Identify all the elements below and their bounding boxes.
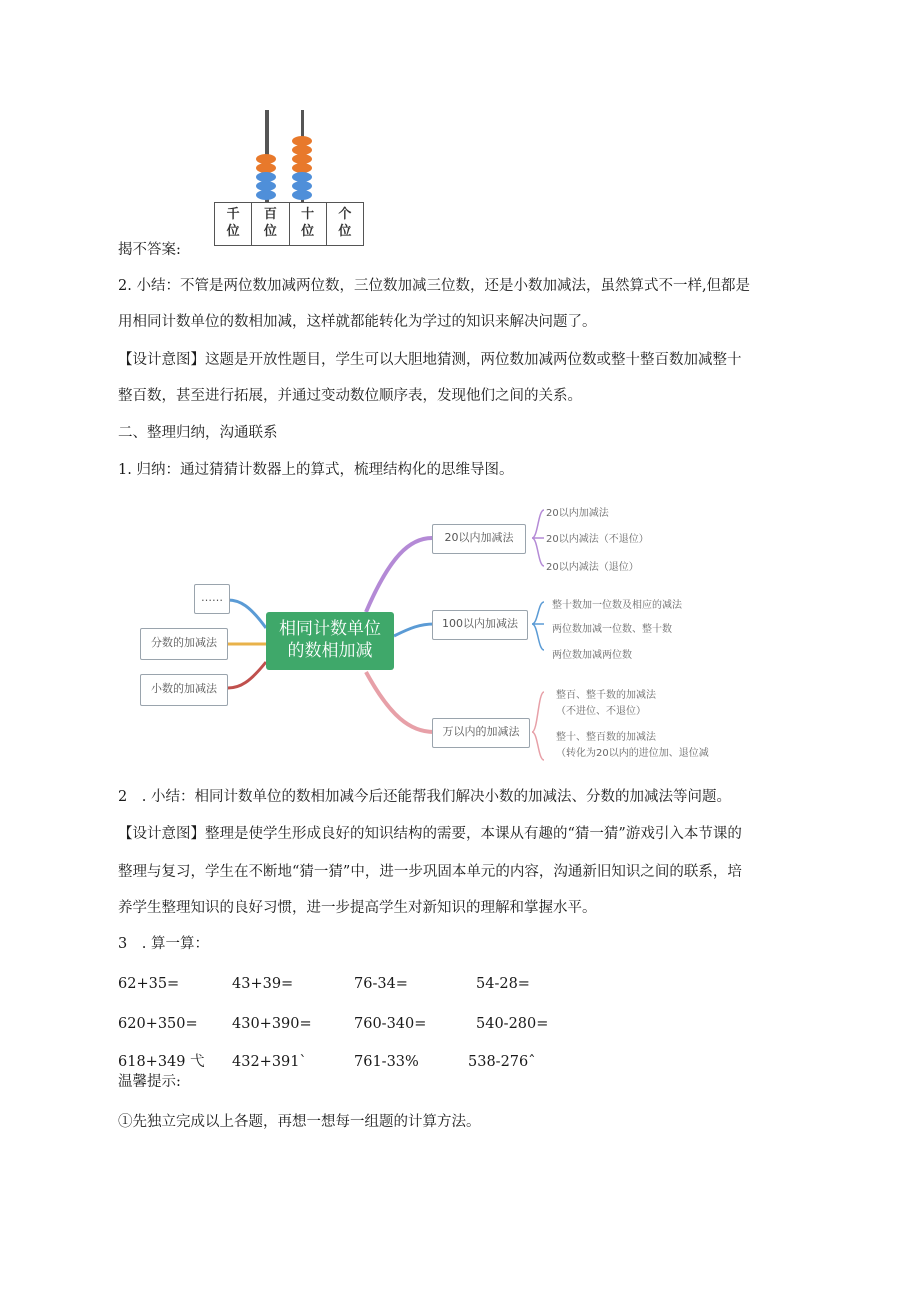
mindmap-node-100: 100以内加减法 bbox=[432, 610, 528, 640]
induction-line: 1. 归纳：通过猜猜计数器上的算式，梳理结构化的思维导图。 bbox=[118, 462, 514, 478]
branch-decimal bbox=[228, 662, 266, 688]
center-line-1: 相同计数单位 bbox=[279, 619, 381, 639]
leaf-10000-1: 整百、整千数的加减法 bbox=[556, 690, 656, 701]
tip-title: 温馨提示: bbox=[118, 1074, 181, 1090]
design-intent-2-line-3: 养学生整理知识的良好习惯，进一步提高学生对新知识的理解和掌握水平。 bbox=[118, 900, 597, 916]
calc-item: 62+35= bbox=[118, 976, 180, 992]
label-tens: 十 位 bbox=[290, 203, 327, 245]
calc-item: 620+350= bbox=[118, 1016, 198, 1032]
design-intent-2-line-2: 整理与复习，学生在不断地“猜一猜”中，进一步巩固本单元的内容，沟通新旧知识之间的联系，培 bbox=[118, 864, 742, 880]
design-intent-2-line-1: 【设计意图】整理是使学生形成良好的知识结构的需要，本课从有趣的“猜一猜”游戏引入本节课的 bbox=[118, 826, 742, 842]
leaf-20-2: 20以内减法（不退位） bbox=[546, 534, 649, 545]
leaf-100-3: 两位数加减两位数 bbox=[552, 650, 632, 661]
calc-item: 76-34= bbox=[354, 976, 408, 992]
branch-100 bbox=[394, 624, 434, 636]
label-hundreds: 百 位 bbox=[252, 203, 289, 245]
leaf-20-1: 20以内加减法 bbox=[546, 508, 609, 519]
summary-line-2: 用相同计数单位的数相加减，这样就都能转化为学过的知识来解决问题了。 bbox=[118, 314, 597, 330]
abacus-caption: 揭不答案: bbox=[118, 242, 181, 258]
center-line-2: 的数相加减 bbox=[287, 641, 373, 661]
leaf-10000-2: （不进位、不退位） bbox=[556, 706, 646, 717]
tip-1: ①先独立完成以上各题，再想一想每一组题的计算方法。 bbox=[118, 1114, 481, 1130]
leaf-100-2: 两位数加减一位数、整十数 bbox=[552, 624, 672, 635]
mindmap-center-node bbox=[266, 612, 394, 670]
calc-item: 618+349 弋 bbox=[118, 1054, 205, 1070]
mindmap-node-fraction: 分数的加减法 bbox=[140, 628, 228, 660]
summary-2: 2 . 小结：相同计数单位的数相加减今后还能帮我们解决小数的加减法、分数的加减法等问题。 bbox=[118, 789, 731, 805]
leaf-10000-3: 整十、整百数的加减法 bbox=[556, 732, 656, 743]
calc-item: 54-28= bbox=[476, 976, 530, 992]
leaf-brace-100 bbox=[532, 602, 544, 650]
mindmap-node-10000: 万以内的加减法 bbox=[432, 718, 530, 748]
leaf-20-3: 20以内减法（退位） bbox=[546, 562, 639, 573]
branch-20 bbox=[366, 538, 432, 612]
branch-etc bbox=[228, 600, 266, 628]
label-thousands: 千 位 bbox=[215, 203, 252, 245]
label-ones: 个 位 bbox=[338, 207, 352, 239]
section-heading-2: 二、整理归纳，沟通联系 bbox=[118, 425, 278, 441]
place-value-table bbox=[214, 202, 364, 246]
mindmap-node-20: 20以内加减法 bbox=[432, 524, 526, 554]
design-intent-1-line-2: 整百数，甚至进行拓展，并通过变动数位顺序表，发现他们之间的关系。 bbox=[118, 388, 582, 404]
bead bbox=[256, 190, 276, 200]
calc-item: 761-33% bbox=[354, 1054, 419, 1070]
leaf-brace-10000 bbox=[532, 692, 544, 760]
mindmap-node-decimal: 小数的加减法 bbox=[140, 674, 228, 706]
calc-item: 540-280= bbox=[476, 1016, 549, 1032]
abacus-figure bbox=[214, 110, 364, 246]
calc-item: 760-340= bbox=[354, 1016, 427, 1032]
calc-item: 538-276ˆ bbox=[468, 1054, 536, 1070]
calc-item: 43+39= bbox=[232, 976, 294, 992]
summary-line-1: 2. 小结：不管是两位数加减两位数，三位数加减三位数，还是小数加减法，虽然算式不一样,但都是 bbox=[118, 278, 751, 294]
calc-heading: 3 . 算一算： bbox=[118, 936, 209, 952]
leaf-10000-4: （转化为20以内的进位加、退位减 bbox=[556, 748, 709, 759]
leaf-100-1: 整十数加一位数及相应的减法 bbox=[552, 600, 682, 611]
calc-item: 432+391ˋ bbox=[232, 1054, 307, 1070]
calc-item: 430+390= bbox=[232, 1016, 312, 1032]
design-intent-1-line-1: 【设计意图】这题是开放性题目，学生可以大胆地猜测，两位数加减两位数或整十整百数加减整十 bbox=[118, 352, 742, 368]
mindmap-node-etc: …… bbox=[194, 584, 230, 614]
leaf-brace-20 bbox=[532, 510, 544, 566]
bead bbox=[292, 190, 312, 200]
branch-10000 bbox=[366, 672, 434, 732]
